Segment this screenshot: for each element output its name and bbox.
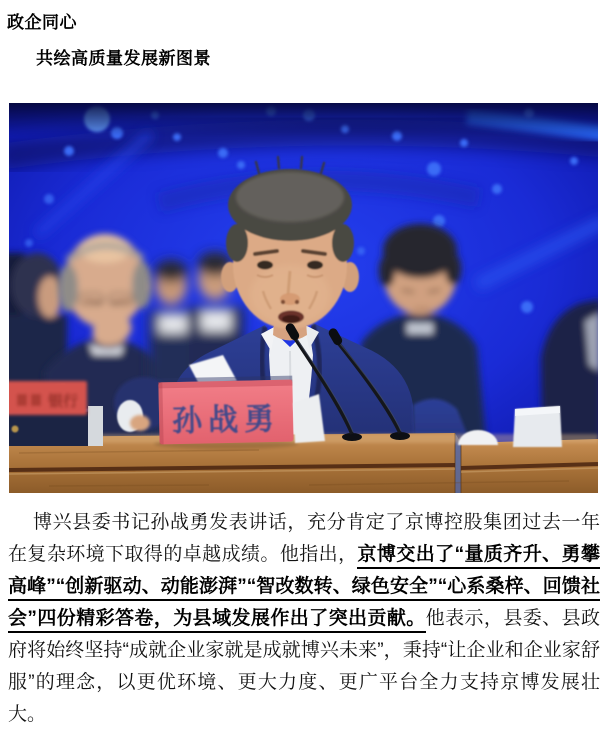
paragraph-normal-1: 博兴县委书记孙战勇发表讲话，充分肯定了京博控股集团过去一年在复杂环境下取得的卓越成绩。他指出，: [8, 512, 600, 565]
speaker-hand: [130, 415, 150, 431]
article-paragraph: [8, 507, 600, 731]
name-placard: [158, 376, 293, 445]
headline-line-2: 共绘高质量发展新图景: [36, 49, 211, 68]
paragraph-bold-underline: 京博交出了“量质齐升、勇攀高峰”“创新驱动、动能澎湃”“智改数转、绿色安全”“心系桑梓、回馈社会”四份精彩答卷，为县域发展作出了突出贡献。: [8, 544, 600, 633]
left-name-placard: [9, 381, 87, 415]
left-placard-text: 银行: [47, 392, 79, 410]
headline-line-1: 政企同心: [7, 13, 77, 32]
paragraph-normal-2: 他表示，县委、县政府将始终坚持“成就企业家就是成就博兴未来”，秉持“让企业和企业家舒服”的理念，以更优环境、更大力度、更广平台全力支持京博发展壮大。: [8, 608, 600, 725]
conference-photo-illustration: [9, 103, 598, 493]
top-vignette: [9, 103, 598, 137]
name-placard-text: 孙战勇: [171, 401, 281, 440]
article-photo[interactable]: [9, 103, 598, 493]
